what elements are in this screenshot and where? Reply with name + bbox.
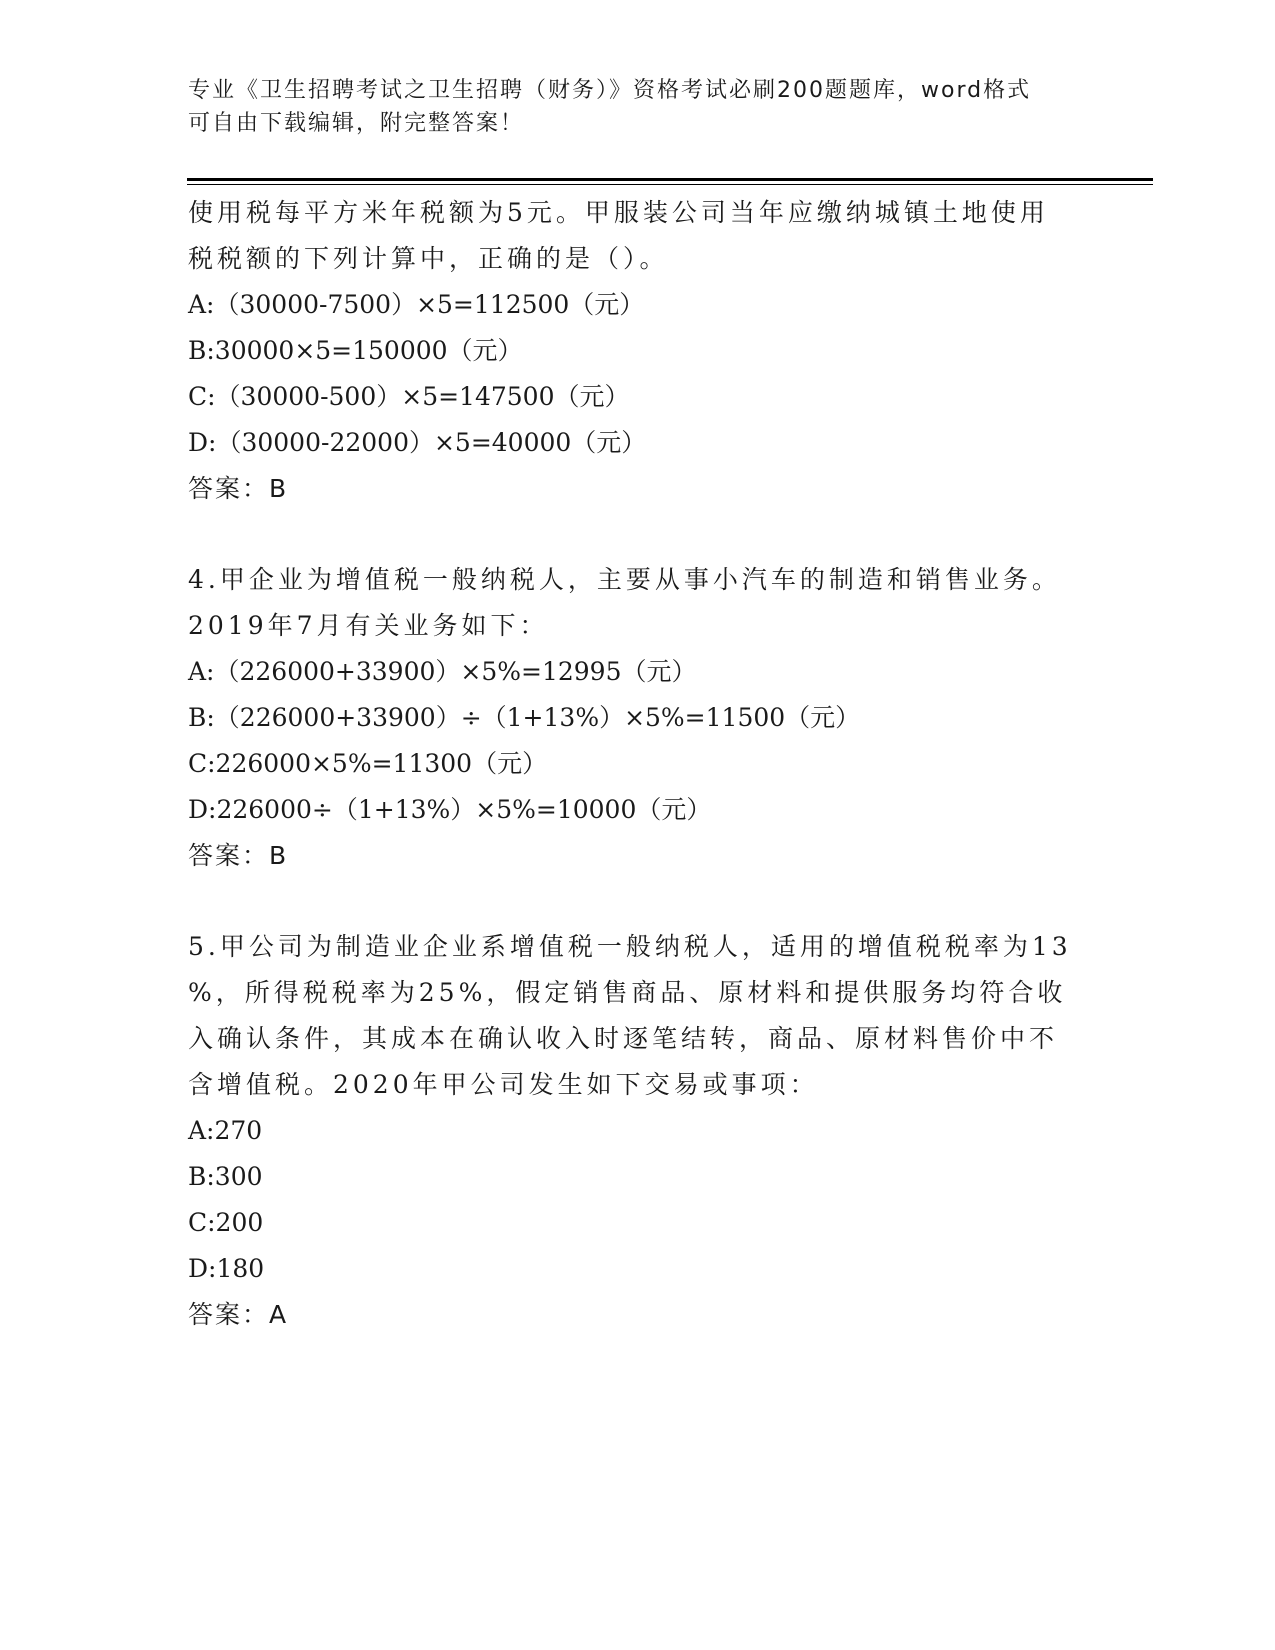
question-spacer [188,879,1073,924]
header-rule-thick [187,178,1153,181]
header-line-1: 专业《卫生招聘考试之卫生招聘（财务）》资格考试必刷200题题库，word格式 [188,78,1032,103]
option-a: A:（30000-7500）×5=112500（元） [188,290,645,319]
question-4 [188,557,1073,879]
question-stem-line: 2019年7月有关业务如下： [188,611,549,640]
question-stem-line: 5.甲公司为制造业企业系增值税一般纳税人，适用的增值税税率为13 [188,932,1072,961]
header-line-2: 可自由下载编辑，附完整答案！ [188,111,525,136]
question-stem-line: 入确认条件，其成本在确认收入时逐笔结转，商品、原材料售价中不 [188,1024,1059,1053]
question-stem-line: 4.甲企业为增值税一般纳税人，主要从事小汽车的制造和销售业务。 [188,565,1061,594]
question-stem-line: 使用税每平方米年税额为5元。甲服装公司当年应缴纳城镇土地使用 [188,198,1049,227]
option-c: C:200 [188,1208,264,1237]
option-c: C:226000×5%=11300（元） [188,749,548,778]
question-5 [188,924,1073,1338]
answer: 答案：B [188,474,289,503]
option-d: D:180 [188,1254,265,1283]
option-c: C:（30000-500）×5=147500（元） [188,382,630,411]
option-b: B:30000×5=150000（元） [188,336,523,365]
question-stem-line: 含增值税。2020年甲公司发生如下交易或事项： [188,1070,819,1099]
option-a: A:270 [188,1116,263,1145]
option-b: B:（226000+33900）÷（1+13%）×5%=11500（元） [188,703,861,732]
question-stem-line: %，所得税税率为25%，假定销售商品、原材料和提供服务均符合收 [188,978,1067,1007]
header-rule-thin [187,184,1153,185]
option-a: A:（226000+33900）×5%=12995（元） [188,657,697,686]
option-d: D:（30000-22000）×5=40000（元） [188,428,647,457]
question-content [188,190,1073,1338]
page-header [188,74,1068,140]
question-spacer [188,512,1073,557]
question-3 [188,190,1073,512]
answer: 答案：B [188,841,289,870]
option-b: B:300 [188,1162,263,1191]
answer: 答案：A [188,1300,289,1329]
option-d: D:226000÷（1+13%）×5%=10000（元） [188,795,712,824]
question-stem-line: 税税额的下列计算中，正确的是（）。 [188,244,669,273]
